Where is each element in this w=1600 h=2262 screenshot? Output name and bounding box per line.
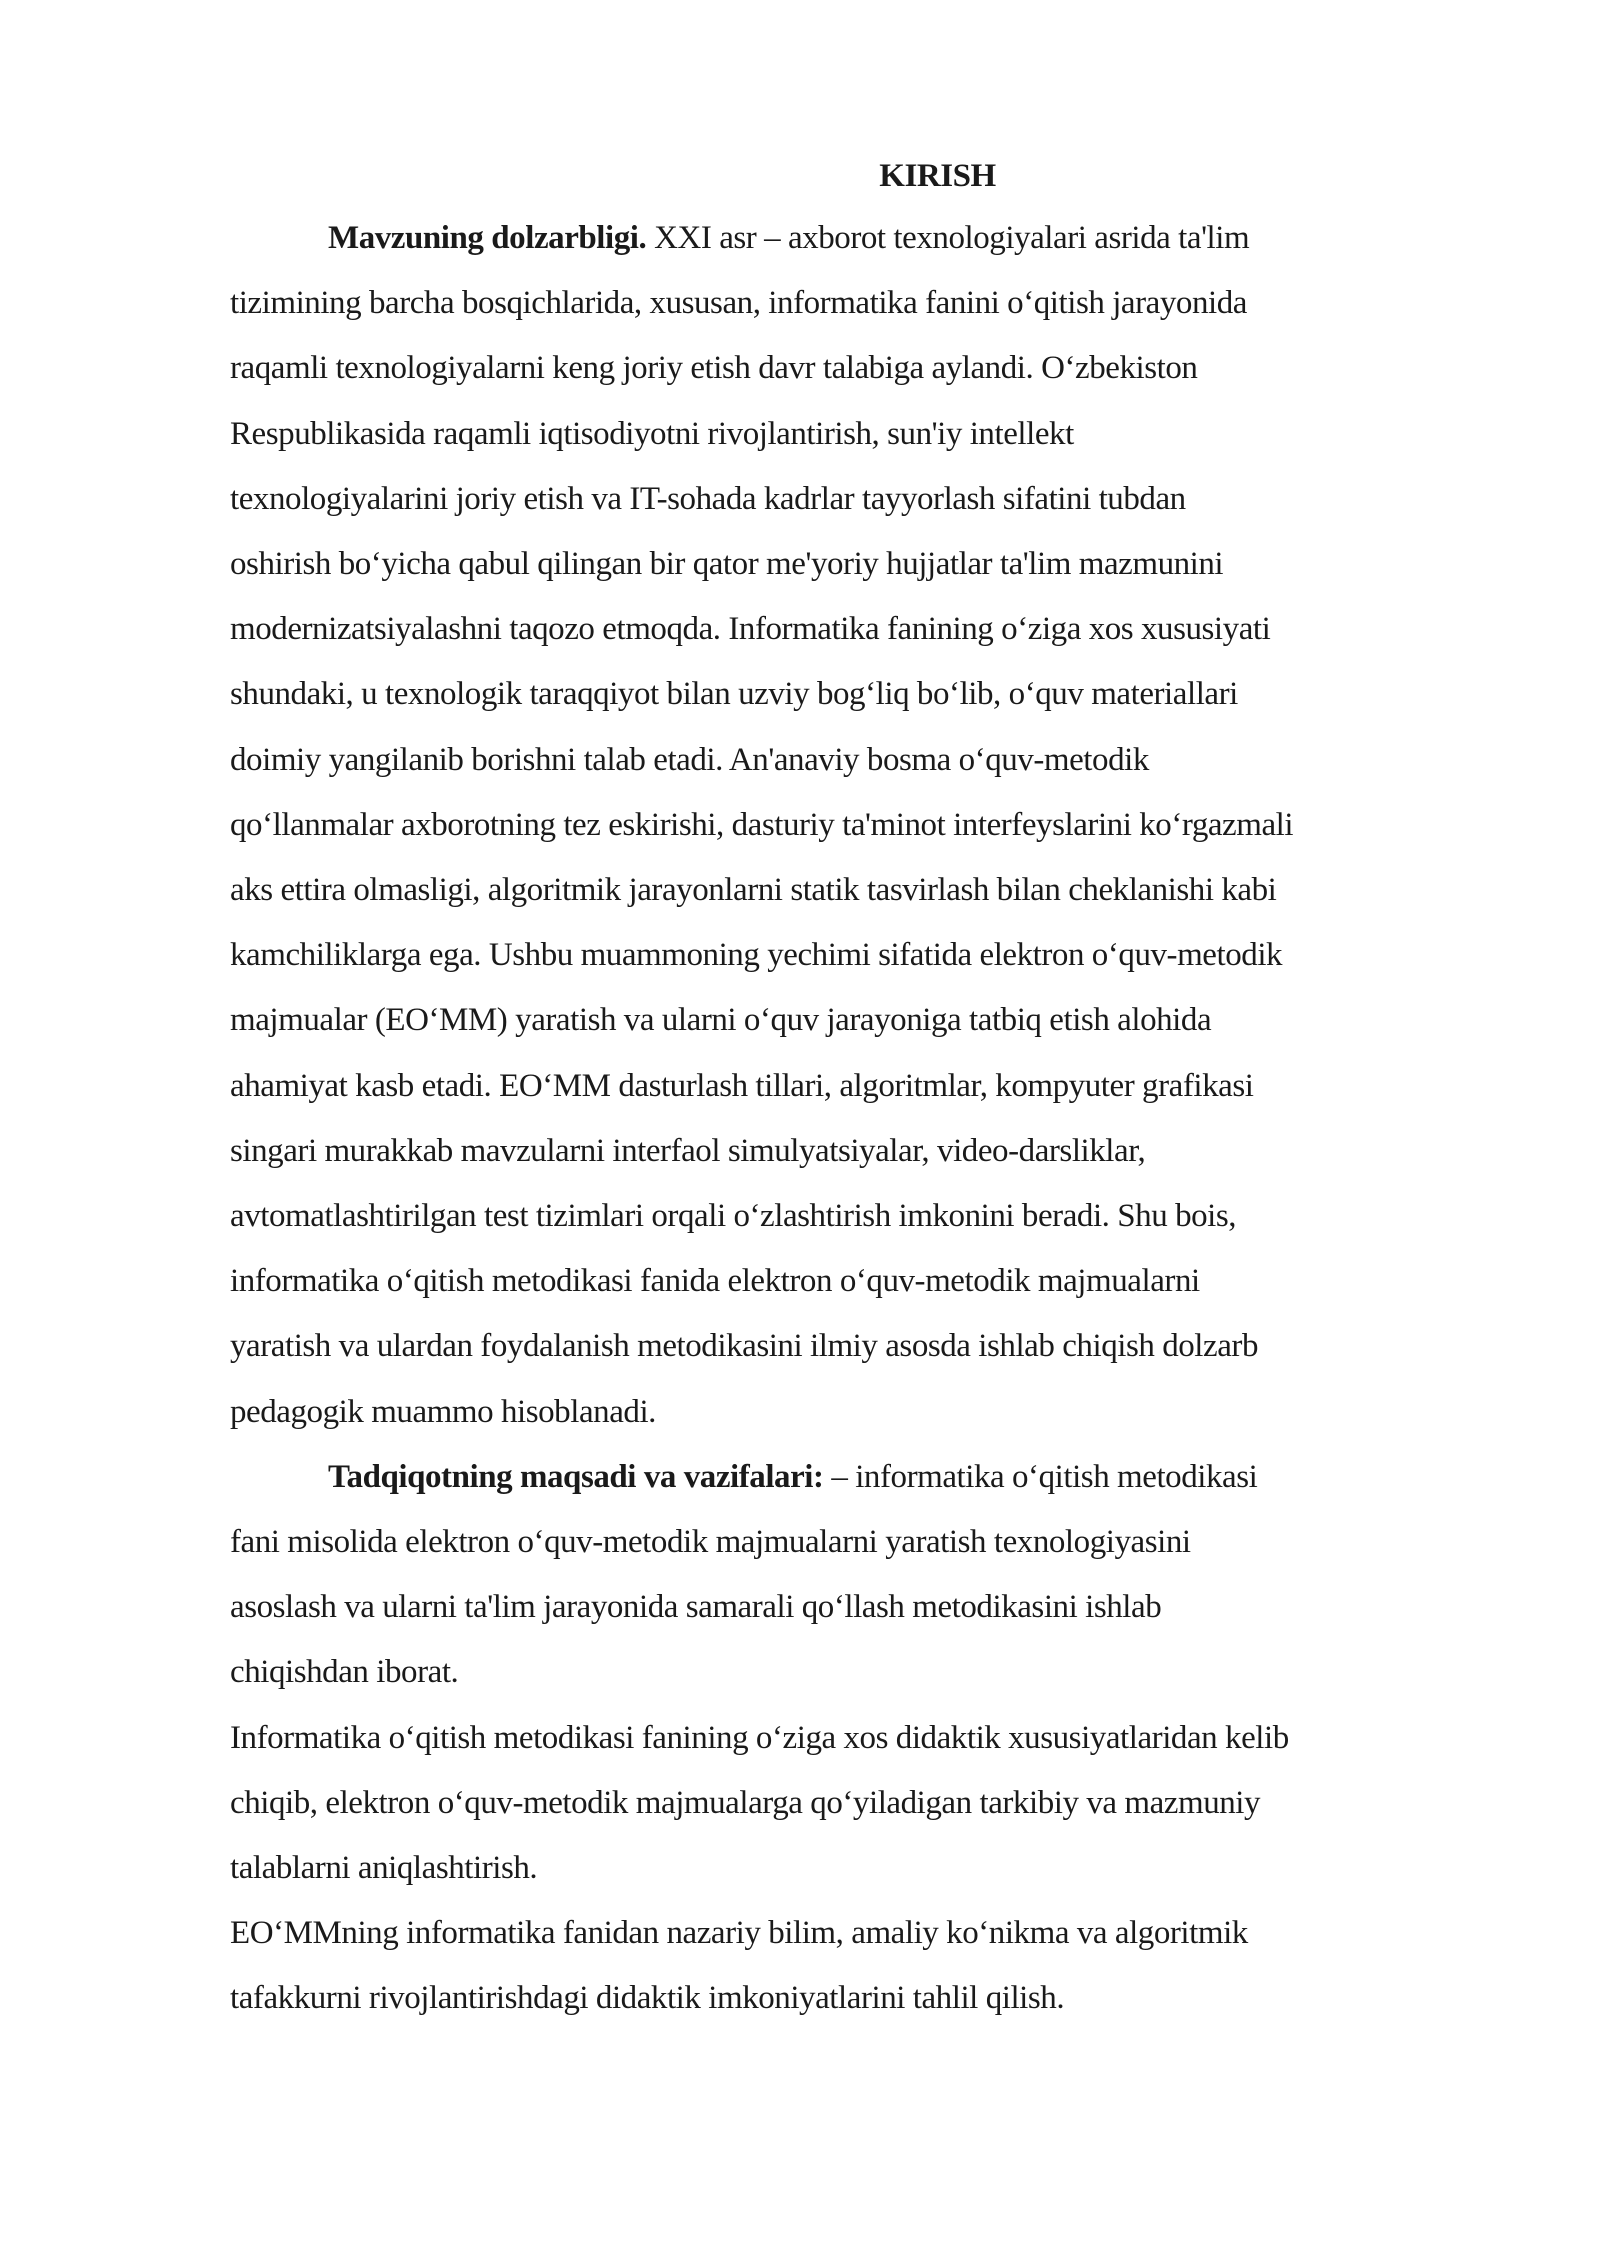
paragraph-lead: Tadqiqotning maqsadi va vazifalari: bbox=[328, 1458, 824, 1495]
text-line: modernizatsiyalashni taqozo etmoqda. Informatika fanining oʻziga xos xususiyati bbox=[230, 611, 1271, 648]
text-line: pedagogik muammo hisoblanadi. bbox=[230, 1393, 656, 1430]
page-title: KIRISH bbox=[879, 158, 996, 194]
text-line: majmualar (EOʻMM) yaratish va ularni oʻquv jarayoniga tatbiq etish alohida bbox=[230, 1002, 1212, 1039]
text-line: oshirish boʻyicha qabul qilingan bir qator me'yoriy hujjatlar ta'lim mazmunini bbox=[230, 546, 1224, 583]
text-line: asoslash va ularni ta'lim jarayonida samarali qoʻllash metodikasini ishlab bbox=[230, 1589, 1162, 1626]
paragraph-lead: Mavzuning dolzarbligi. bbox=[328, 220, 647, 256]
text-line: singari murakkab mavzularni interfaol simulyatsiyalar, video-darsliklar, bbox=[230, 1132, 1146, 1169]
text-line: ahamiyat kasb etadi. EOʻMM dasturlash tillari, algoritmlar, kompyuter grafikasi bbox=[230, 1067, 1254, 1104]
paragraph-goals bbox=[230, 1445, 1495, 1510]
paragraph-task-2 bbox=[230, 1901, 1495, 2031]
text-line: Informatika oʻqitish metodikasi fanining oʻziga xos didaktik xususiyatlaridan kelib bbox=[230, 1719, 1289, 1756]
paragraph-task-1 bbox=[230, 1706, 1495, 1902]
paragraph-goals-body bbox=[230, 1510, 1495, 1706]
text-line: chiqib, elektron oʻquv-metodik majmualarga qoʻyiladigan tarkibiy va mazmuniy bbox=[230, 1784, 1261, 1821]
text-line: raqamli texnologiyalarni keng joriy etish davr talabiga aylandi. Oʻzbekiston bbox=[230, 350, 1198, 387]
text-line: yaratish va ulardan foydalanish metodikasini ilmiy asosda ishlab chiqish dolzarb bbox=[230, 1328, 1259, 1365]
text-line: fani misolida elektron oʻquv-metodik majmualarni yaratish texnologiyasini bbox=[230, 1524, 1191, 1561]
document-body bbox=[230, 150, 1495, 2032]
text-line: Mavzuning dolzarbligi. XXI asr – axborot texnologiyalari asrida ta'lim bbox=[328, 220, 1250, 256]
paragraph-relevance bbox=[230, 206, 1495, 271]
text-line: chiqishdan iborat. bbox=[230, 1654, 459, 1691]
text-line: talablarni aniqlashtirish. bbox=[230, 1850, 538, 1887]
text-line: Tadqiqotning maqsadi va vazifalari: – informatika oʻqitish metodikasi bbox=[328, 1458, 1258, 1495]
text-line: EOʻMMning informatika fanidan nazariy bilim, amaliy koʻnikma va algoritmik bbox=[230, 1915, 1248, 1952]
text-line: texnologiyalarini joriy etish va IT-sohada kadrlar tayyorlash sifatini tubdan bbox=[230, 480, 1186, 517]
paragraph-relevance-body bbox=[230, 271, 1495, 1445]
text-line: tafakkurni rivojlantirishdagi didaktik imkoniyatlarini tahlil qilish. bbox=[230, 1980, 1065, 2017]
text-line: tizimining barcha bosqichlarida, xususan, informatika fanini oʻqitish jarayonida bbox=[230, 285, 1247, 322]
text-line: shundaki, u texnologik taraqqiyot bilan uzviy bogʻliq boʻlib, oʻquv materiallari bbox=[230, 676, 1238, 713]
text-line: Respublikasida raqamli iqtisodiyotni rivojlantirish, sun'iy intellekt bbox=[230, 415, 1074, 452]
text-line: avtomatlashtirilgan test tizimlari orqali oʻzlashtirish imkonini beradi. Shu bois, bbox=[230, 1198, 1237, 1235]
text-line: informatika oʻqitish metodikasi fanida elektron oʻquv-metodik majmualarni bbox=[230, 1263, 1200, 1300]
text-line: qoʻllanmalar axborotning tez eskirishi, dasturiy ta'minot interfeyslarini koʻrgazmali bbox=[230, 806, 1294, 843]
text-line: kamchiliklarga ega. Ushbu muammoning yechimi sifatida elektron oʻquv-metodik bbox=[230, 937, 1283, 974]
text-line: aks ettira olmasligi, algoritmik jarayonlarni statik tasvirlash bilan cheklanishi kabi bbox=[230, 872, 1277, 909]
text-line: doimiy yangilanib borishni talab etadi. An'anaviy bosma oʻquv-metodik bbox=[230, 741, 1149, 778]
